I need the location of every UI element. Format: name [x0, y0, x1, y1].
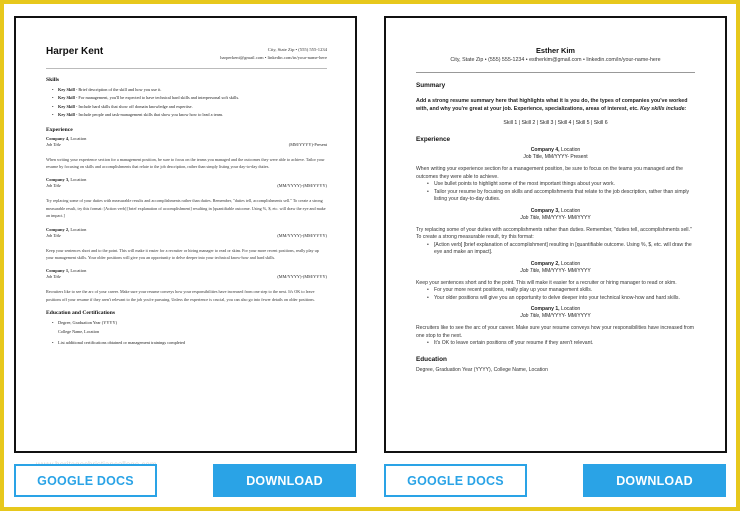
education-list	[46, 319, 327, 327]
job-description: Keep your sentences short and to the point. This will make it easier for a recruiter or hiring manager to read or skim.	[416, 279, 677, 286]
download-button-left[interactable]: DOWNLOAD	[213, 464, 356, 497]
download-button-right[interactable]: DOWNLOAD	[583, 464, 726, 497]
contact-line-1: City, State Zip • (555) 555-1234	[267, 47, 327, 52]
job-description: Keep your sentences short and to the point. This will make it easier for a recruiter or hiring manager to read or skim. For your more recent positions, really play up your management skills. Your older positions will give you an opportunity to delve deeper into your technical know-how and hard skills.	[46, 247, 319, 261]
job-description: Recruiters like to see the arc of your career. Make sure your resume conveys how your responsibilities have increased from one stop to the next.	[416, 325, 695, 339]
job-description: When writing your experience section for a management position, be sure to focus on the teams you managed and the outcomes they were able to achieve. Tailor your resume by focusing on skills and accomplishments that relate to the job description, rather than simply listing your day-to-day duties.	[46, 156, 325, 170]
section-heading-education: Education and Certifications	[46, 310, 115, 317]
job-entry: Company 1, Location Job Title (MM/YYYY)-(MM/YYYY) Recruiters like to see the arc of your career. Make sure your resume conveys how your responsibilities have increased from one step to the next. It's OK to leave positions off your resume if they aren't relevant to the job you're pursuing. Unless the experience is crucial, you can also go into fewer details on older positions.	[46, 268, 327, 302]
contact-line-2: harperkent@gmail.com • linkedin.com/in/your-name-here	[220, 55, 327, 60]
resume-preview-esther-kim[interactable]	[384, 16, 727, 453]
job-bullet: • It's OK to leave certain positions off your resume if they aren't relevant.	[434, 340, 695, 348]
skill-item: • Key Skill - For management, you'll be expected to have technical hard skills and interpersonal soft skills.	[58, 94, 327, 102]
education-school: College Name, Location	[58, 328, 100, 334]
section-heading-experience: Experience	[416, 136, 451, 144]
resume-header	[46, 46, 327, 62]
certification-item: • List additional certifications obtained or management trainings completed	[58, 339, 327, 347]
section-heading-skills: Skills	[46, 77, 60, 83]
job-bullet: • [Action verb] [brief explanation of accomplishment] resulting in [quantifiable outcome. Using %, $, etc. will draw the eye and make an impact].	[434, 242, 695, 257]
divider	[46, 68, 327, 69]
job-description: When writing your experience section for a management position, be sure to focus on the teams you managed and the outcomes they were able to achieve.	[416, 166, 684, 180]
job-entry: Company 1, Location Job Title, MM/YYYY- MM/YYYY Recruiters like to see the arc of your career. Make sure your resume conveys how your responsibilities have increased from one stop to the next. • It's OK to leave certain positions off your resume if they aren't relevant.	[416, 306, 695, 348]
resume-content	[386, 18, 725, 374]
skills-list	[46, 86, 327, 120]
job-description: Recruiters like to see the arc of your career. Make sure your resume conveys how your responsibilities have increased from one step to the next. It's OK to leave positions off your resume if they aren't relevant to the job you're pursuing. Unless the experience is crucial, you can also go into fewer details on older positions.	[46, 289, 315, 302]
google-docs-button-left[interactable]: GOOGLE DOCS	[14, 464, 157, 497]
education-degree: • Degree, Graduation Year (YYYY)	[58, 319, 327, 327]
divider	[416, 72, 695, 73]
section-heading-education: Education	[416, 355, 447, 363]
job-bullet: • For your more recent positions, really play up your management skills.	[434, 287, 695, 295]
education-text: Degree, Graduation Year (YYYY), College Name, Location	[416, 366, 548, 373]
job-entry: Company 4, Location Job Title (MM/YYYY)-Present When writing your experience section for a management position, be sure to focus on the teams you managed and the outcomes they were able to achieve. Tailor your resume by focusing on skills and accomplishments that relate to the job description, rather than simply listing your day-to-day duties.	[46, 135, 327, 170]
resume-content	[16, 18, 355, 347]
skills-line: Skill 1 | Skill 2 | Skill 3 | Skill 4 | Skill 5 | Skill 6	[503, 120, 608, 127]
job-bullet: • Tailor your resume by focusing on skills and accomplishments that relate to the job description, rather than simply listing your day-to-day duties.	[434, 189, 695, 204]
summary-text: Add a strong resume summary here that highlights what it is you do, the types of companies you've worked with, and why you're great at your job. Experience, specializations, areas of interest, etc. Key skills include:	[416, 98, 688, 113]
job-entry: Company 2, Location Job Title (MM/YYYY)-(MM/YYYY) Keep your sentences short and to the point. This will make it easier for a recruiter or hiring manager to read or skim. For your more recent positions, really play up your management skills. Your older positions will give you an opportunity to delve deeper into your technical know-how and hard skills.	[46, 226, 327, 261]
resume-preview-harper-kent[interactable]	[14, 16, 357, 453]
job-entry: Company 2, Location Job Title, MM/YYYY- MM/YYYY Keep your sentences short and to the point. This will make it easier for a recruiter or hiring manager to read or skim. • For your more recent positions, really play up your management skills. • Your older positions will give you an opportunity to delve deeper into your technical know-how and hard skills.	[416, 261, 695, 303]
resume-contact: City, State Zip • (555) 555-1234 • estherkim@gmail.com • linkedin.com/in/your-name-here	[450, 57, 661, 63]
skill-item: • Key Skill - Include hard skills that show off domain knowledge and expertise.	[58, 103, 327, 111]
job-entry: Company 4, Location Job Title, MM/YYYY- Present When writing your experience section for a management position, be sure to focus on the teams you managed and the outcomes they were able to achieve. • Use bullet points to highlight some of the most important things about your work. • Tailor your resume by focusing on skills and accomplishments that relate to the job description, rather than simply listing your day-to-day duties.	[416, 147, 695, 204]
skill-item: • Key Skill - Include people and task-management skills that show you know how to lead a team.	[58, 111, 327, 119]
google-docs-button-right[interactable]: GOOGLE DOCS	[384, 464, 527, 497]
job-entry: Company 3, Location Job Title (MM/YYYY)-(MM/YYYY) Try replacing some of your duties with measurable results and accomplishments rather than duties. Remember, "duties tell, accomplishments sell." To create a strong measurable result, try this format: [Action verb] [brief explanation of accomplishment] resulting in [quantifiable outcome. Using %, $, etc. will draw the eye and make an impact.]	[46, 177, 327, 219]
skill-item: • Key Skill - Brief description of the skill and how you use it.	[58, 86, 327, 94]
job-entry: Company 3, Location Job Title, MM/YYYY- MM/YYYY Try replacing some of your duties with accomplishments rather than duties. Remember, "duties tell, accomplishments sell." To create a strong measurable result, try this format: • [Action verb] [brief explanation of accomplishment] resulting in [quantifiable outcome. Using %, $, etc. will draw the eye and make an impact].	[416, 208, 695, 257]
resume-name: Harper Kent	[46, 46, 104, 57]
resume-name: Esther Kim	[535, 46, 576, 55]
job-bullet: • Your older positions will give you an opportunity to delve deeper into your technical know-how and hard skills.	[434, 295, 695, 303]
section-heading-experience: Experience	[46, 126, 73, 133]
certification-list	[46, 339, 327, 347]
resume-contact	[220, 46, 327, 62]
job-description: Try replacing some of your duties with accomplishments rather than duties. Remember, "duties tell, accomplishments sell." To create a strong measurable result, try this format:	[416, 226, 692, 241]
job-bullet: • Use bullet points to highlight some of the most important things about your work.	[434, 181, 695, 189]
job-description: Try replacing some of your duties with measurable results and accomplishments rather than duties. Remember, "duties tell, accomplishments sell." To create a strong measurable result, try this format: [Action verb] [brief explanation of accomplishment] resulting in [quantifiable outcome. Using %, $, etc. will draw the eye and make an impact.]	[46, 198, 326, 219]
section-heading-summary: Summary	[416, 82, 446, 89]
